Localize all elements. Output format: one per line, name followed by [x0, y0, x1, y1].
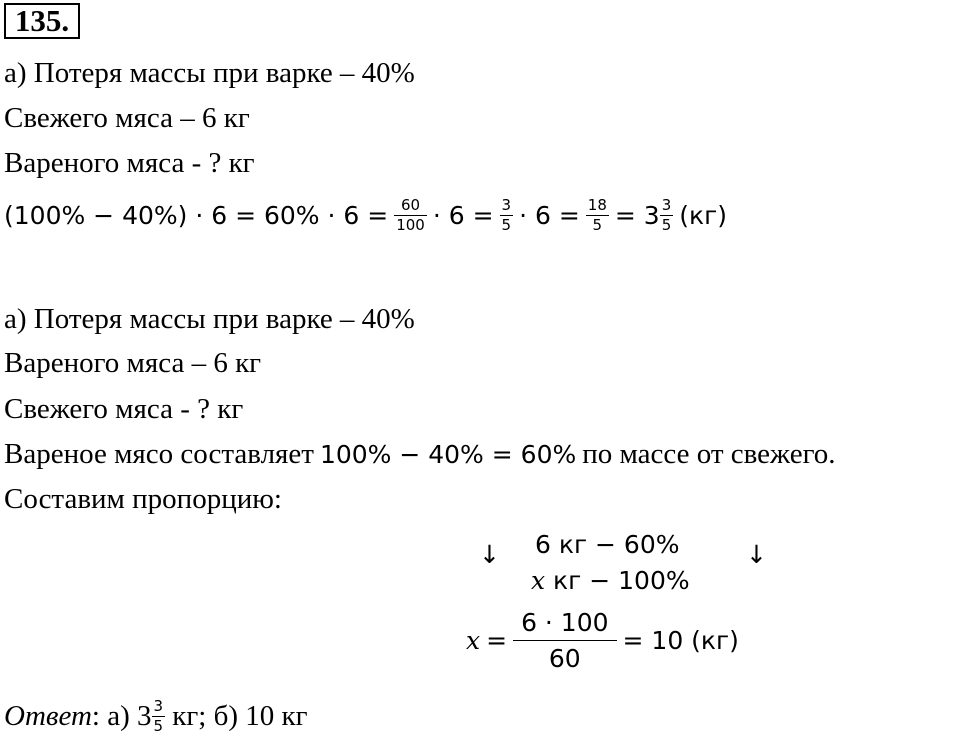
frac-num: 3: [153, 696, 164, 715]
answer-part-b: кг; б) 10 кг: [165, 700, 308, 732]
final-eq-sign: =: [486, 625, 508, 655]
answer-line: [4, 694, 307, 738]
frac-den: 5: [592, 215, 603, 234]
eq-op1: · 6 =: [432, 200, 494, 230]
frac-den: 5: [501, 215, 512, 234]
percentage-math: 100% − 40% = 60%: [319, 439, 577, 469]
frac-den: 100: [396, 215, 425, 234]
final-result: = 10 (кг): [622, 625, 739, 655]
part1-line-cooked: Вареного мяса - ? кг: [4, 147, 255, 179]
answer-part-a: а) 3: [99, 700, 152, 732]
proportion-row-2: x кг − 100%: [531, 566, 690, 595]
fraction-18-5: [586, 195, 609, 234]
part2-line-proportion: Составим пропорцию:: [4, 483, 282, 515]
frac-num: 3: [661, 195, 672, 214]
final-var: x: [466, 625, 481, 655]
answer-colon: :: [91, 700, 100, 732]
eq-lhs: (100% − 40%) · 6 = 60% · 6 =: [4, 200, 389, 230]
eq-unit: (кг): [679, 200, 727, 230]
arrow-down-icon: ↓: [746, 540, 767, 569]
frac-num: 6 · 100: [513, 610, 616, 641]
frac-den: 5: [661, 215, 672, 234]
eq-op3: = 3: [614, 200, 660, 230]
percentage-text: Вареное мясо составляет: [4, 438, 314, 470]
fraction-mixed-3-5: [660, 195, 674, 234]
part1-line-fresh: Свежего мяса – 6 кг: [4, 102, 250, 134]
fraction-3-5: [500, 195, 514, 234]
part2-line-loss: а) Потеря массы при варке – 40%: [4, 303, 415, 335]
part2-line-cooked: Вареного мяса – 6 кг: [4, 347, 262, 379]
fraction-60-100: [394, 195, 427, 234]
arrow-down-icon: ↓: [479, 540, 500, 569]
answer-fraction: [152, 696, 166, 735]
fraction-6x100-60: [513, 607, 616, 673]
problem-number: 135.: [4, 3, 80, 39]
frac-den: 60: [548, 643, 581, 673]
frac-num: 60: [394, 198, 427, 216]
part1-equation: [4, 190, 727, 240]
eq-op2: · 6 =: [519, 200, 580, 230]
part2-line-percentage: [4, 437, 836, 471]
final-equation: [466, 598, 739, 682]
part2-line-fresh: Свежего мяса - ? кг: [4, 393, 244, 425]
answer-label: Ответ: [4, 700, 92, 732]
frac-den: 5: [153, 716, 164, 735]
proportion-row-1: 6 кг − 60%: [535, 530, 680, 559]
frac-num: 3: [501, 195, 512, 214]
part1-line-loss: а) Потеря массы при варке – 40%: [4, 57, 415, 89]
frac-num: 18: [587, 195, 607, 214]
percentage-tail: по массе от свежего.: [582, 438, 836, 470]
